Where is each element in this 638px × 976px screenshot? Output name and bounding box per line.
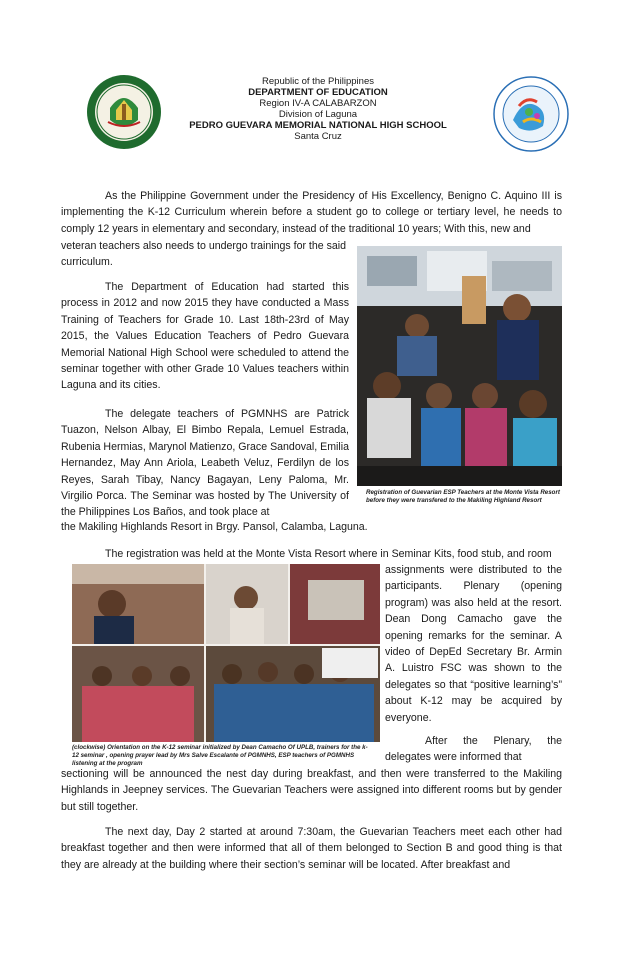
- division-seal-logo: [493, 76, 569, 152]
- letterhead-republic: Republic of the Philippines: [262, 76, 374, 87]
- paragraph-plenary: After the Plenary, the delegates were informed that: [385, 735, 562, 764]
- paragraph-plenary-cont: sectioning will be announced the nest day during breakfast, and then were transferred to the Makiling Highlands in Jeepney services. The Guevarian Teachers were assigned into different rooms but by gender but still together.: [61, 768, 562, 813]
- school-seal-logo: [86, 74, 162, 150]
- paragraph-registration: assignments were distributed to the participants. Plenary (opening program) was also held at the resort. Dean Dong Camacho gave the opening remarks for the seminar. A video of DepEd Secretary Br. Armin A. Luistro FSC was shown to the delegates so that “positive learning’s” about K-12 may be acquired by everyone.: [385, 564, 562, 724]
- paragraph-registration-line: The registration was held at the Monte Vista Resort where in Seminar Kits, food stub, and room: [105, 548, 552, 560]
- paragraph-deped-training: The Department of Education had started this process in 2012 and now 2015 they have conducted a Mass Training of Teachers for Grade 10. Last 18th-23rd of May 2015, the Values Education Teachers of Pedro Guevara Memorial National High School were scheduled to attend the seminar together with other Grade 10 Values teachers within Laguna and its cities.: [61, 281, 349, 392]
- letterhead-school: PEDRO GUEVARA MEMORIAL NATIONAL HIGH SCHOOL: [189, 120, 447, 131]
- caption-orientation: (clockwise) Orientation on the K-12 seminar initialized by Dean Camacho Of UPLB, trainers for the k-12 seminar , opening prayer lead by Mrs Salve Escalante of PGMNHS, ESP teachers of PGMNHS listening at the program: [72, 744, 368, 767]
- letterhead-region: Region IV-A CALABARZON: [259, 98, 377, 109]
- paragraph-delegates-cont: the Makiling Highlands Resort in Brgy. Pansol, Calamba, Laguna.: [61, 521, 368, 533]
- letterhead-town: Santa Cruz: [294, 131, 342, 142]
- photo-registration: [357, 246, 562, 486]
- paragraph-day-two: The next day, Day 2 started at around 7:30am, the Guevarian Teachers meet each other had breakfast together and then were informed that all of them belonged to Section B and good thing is that they are already at the building where their section’s seminar will be located. After breakfast and: [61, 826, 562, 871]
- letterhead-division: Division of Laguna: [278, 109, 358, 120]
- caption-registration: Registration of Guevarian ESP Teachers at the Monte Vista Resort before they were transfered to the Makiling Highland Resort: [366, 489, 560, 504]
- letterhead-department: DEPARTMENT OF EDUCATION: [248, 87, 388, 98]
- photo-orientation-collage: [72, 564, 380, 742]
- letterhead: [168, 76, 468, 142]
- paragraph-delegates: The delegate teachers of PGMNHS are Patrick Tuazon, Nelson Albay, El Bimbo Repala, Lemuel Estrada, Rubenia Hermias, Marynol Matienzo, Grace Sandoval, Emilia Hernandez, May Ann Ariola, Leabeth Veluz, Ferdilyn de los Reyes, Sarah Tibay, Nancy Bagayan, Leny Paloma, Mr. Virgilio Porca. The Seminar was hosted by The University of the Philippines Los Baños, and took place at: [61, 408, 349, 519]
- paragraph-intro-cont: veteran teachers also needs to undergo trainings for the said curriculum.: [61, 240, 347, 269]
- paragraph-intro: As the Philippine Government under the Presidency of His Excellency, Benigno C. Aquino III is implementing the K-12 Curriculum wherein before a student go to college or tertiary level, he needs to comply 12 years in elementary and secondary, instead of the traditional 10 years; With this, new and: [61, 190, 562, 235]
